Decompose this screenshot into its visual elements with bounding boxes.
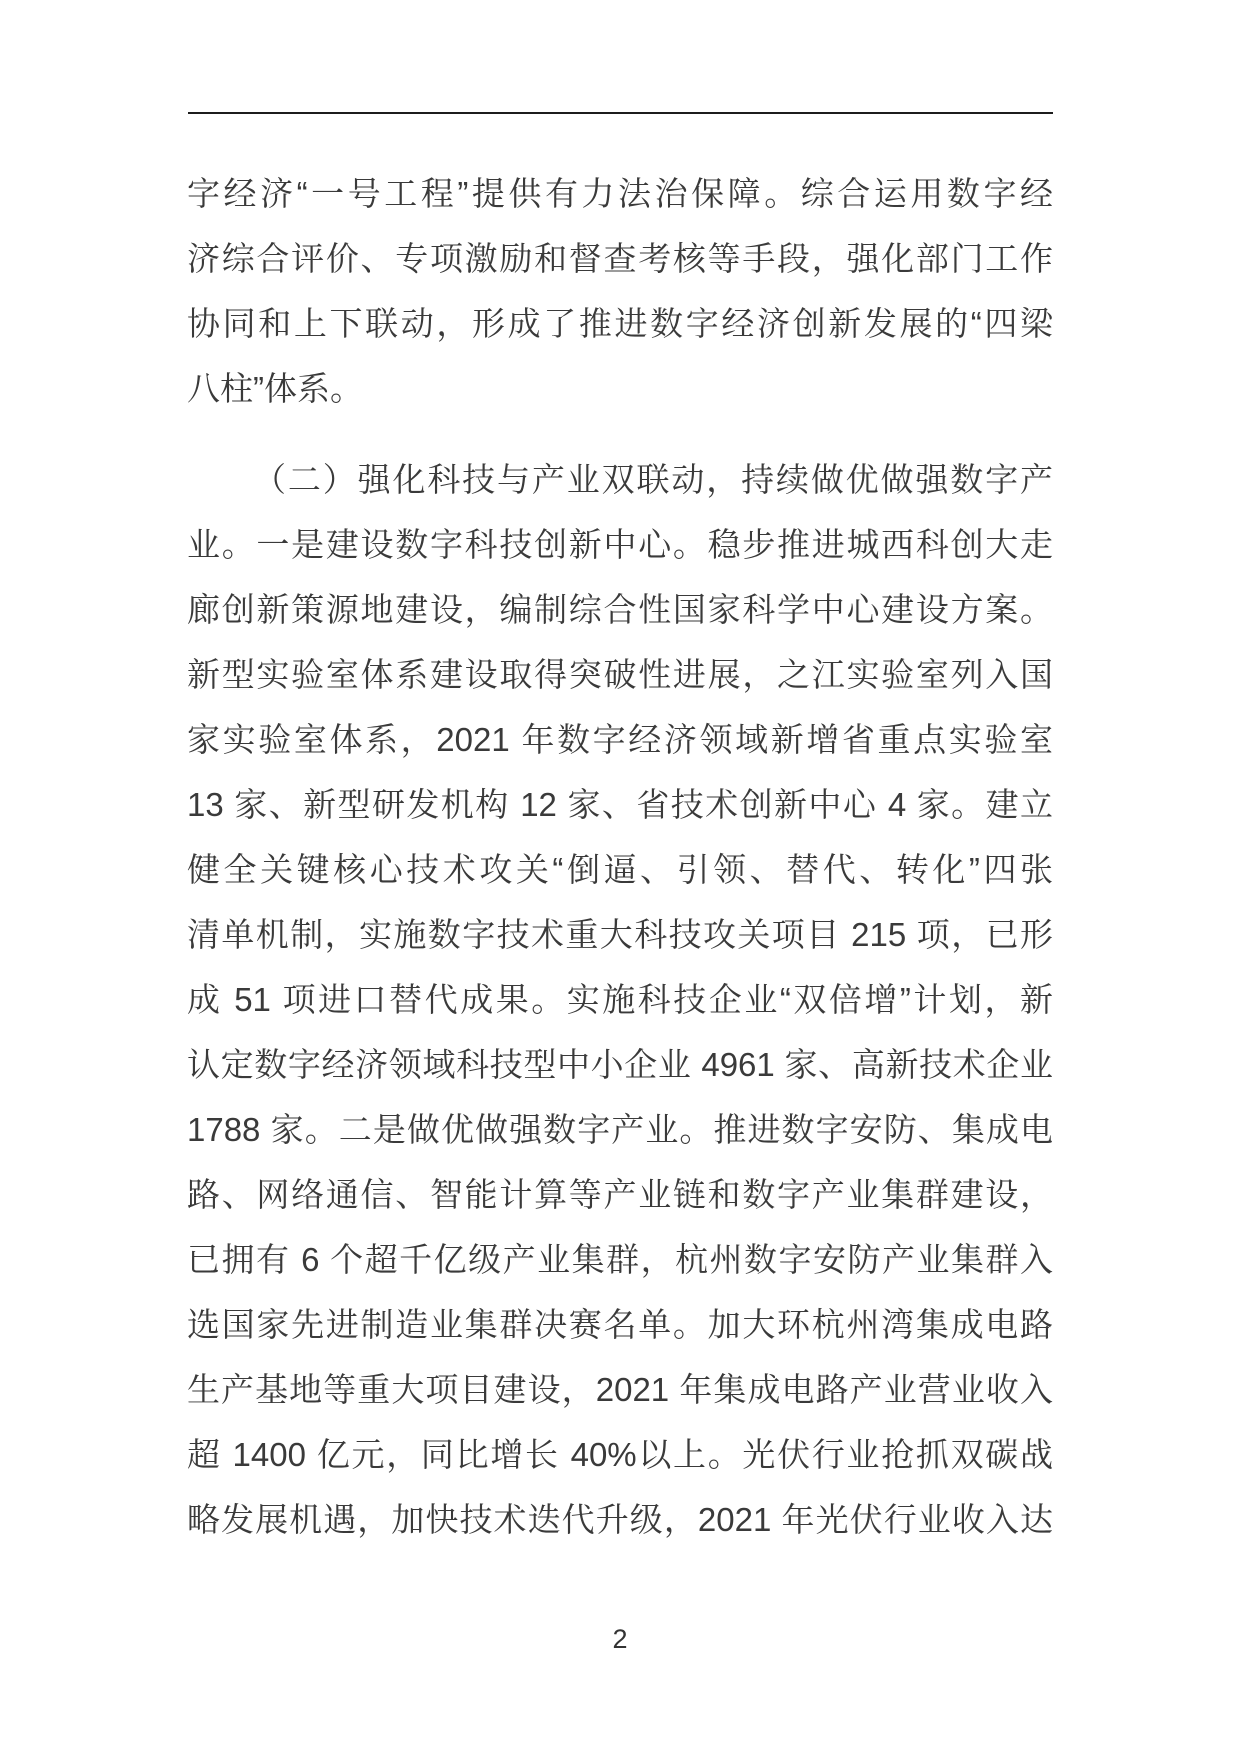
text-line: 路、网络通信、智能计算等产业链和数字产业集群建设，: [187, 1176, 1053, 1213]
text-line: 清单机制，实施数字技术重大科技攻关项目 215 项，已形: [187, 916, 1053, 953]
text-line: 认定数字经济领域科技型中小企业 4961 家、高新技术企业: [187, 1046, 1053, 1083]
text-line: 八柱”体系。: [187, 370, 363, 407]
text-line: 家实验室体系，2021 年数字经济领域新增省重点实验室: [187, 721, 1053, 758]
paragraph-section-two: [187, 447, 1053, 1552]
text-line: 1788 家。二是做优做强数字产业。推进数字安防、集成电: [187, 1111, 1053, 1148]
document-body: [187, 161, 1053, 1552]
text-line: 健全关键核心技术攻关“倒逼、引领、替代、转化”四张: [187, 851, 1053, 888]
text-line: 成 51 项进口替代成果。实施科技企业“双倍增”计划，新: [187, 981, 1053, 1018]
text-line: 生产基地等重大项目建设，2021 年集成电路产业营业收入: [187, 1371, 1053, 1408]
text-line: 选国家先进制造业集群决赛名单。加大环杭州湾集成电路: [187, 1306, 1053, 1343]
text-line: 济综合评价、专项激励和督查考核等手段，强化部门工作: [187, 240, 1053, 277]
text-line: （二）强化科技与产业双联动，持续做优做强数字产: [253, 461, 1053, 498]
paragraph-continuation: [187, 161, 1053, 421]
header-rule: [188, 112, 1053, 114]
text-line: 13 家、新型研发机构 12 家、省技术创新中心 4 家。建立: [187, 786, 1053, 823]
text-line: 已拥有 6 个超千亿级产业集群，杭州数字安防产业集群入: [187, 1241, 1053, 1278]
text-line: 协同和上下联动，形成了推进数字经济创新发展的“四梁: [187, 305, 1053, 342]
text-line: 字经济“一号工程”提供有力法治保障。综合运用数字经: [187, 175, 1053, 212]
text-line: 超 1400 亿元，同比增长 40%以上。光伏行业抢抓双碳战: [187, 1436, 1053, 1473]
text-line: 新型实验室体系建设取得突破性进展，之江实验室列入国: [187, 656, 1053, 693]
page-number: 2: [612, 1624, 628, 1654]
text-line: 廊创新策源地建设，编制综合性国家科学中心建设方案。: [187, 591, 1053, 628]
text-line: 略发展机遇，加快技术迭代升级，2021 年光伏行业收入达: [187, 1501, 1053, 1538]
text-line: 业。一是建设数字科技创新中心。稳步推进城西科创大走: [187, 526, 1053, 563]
